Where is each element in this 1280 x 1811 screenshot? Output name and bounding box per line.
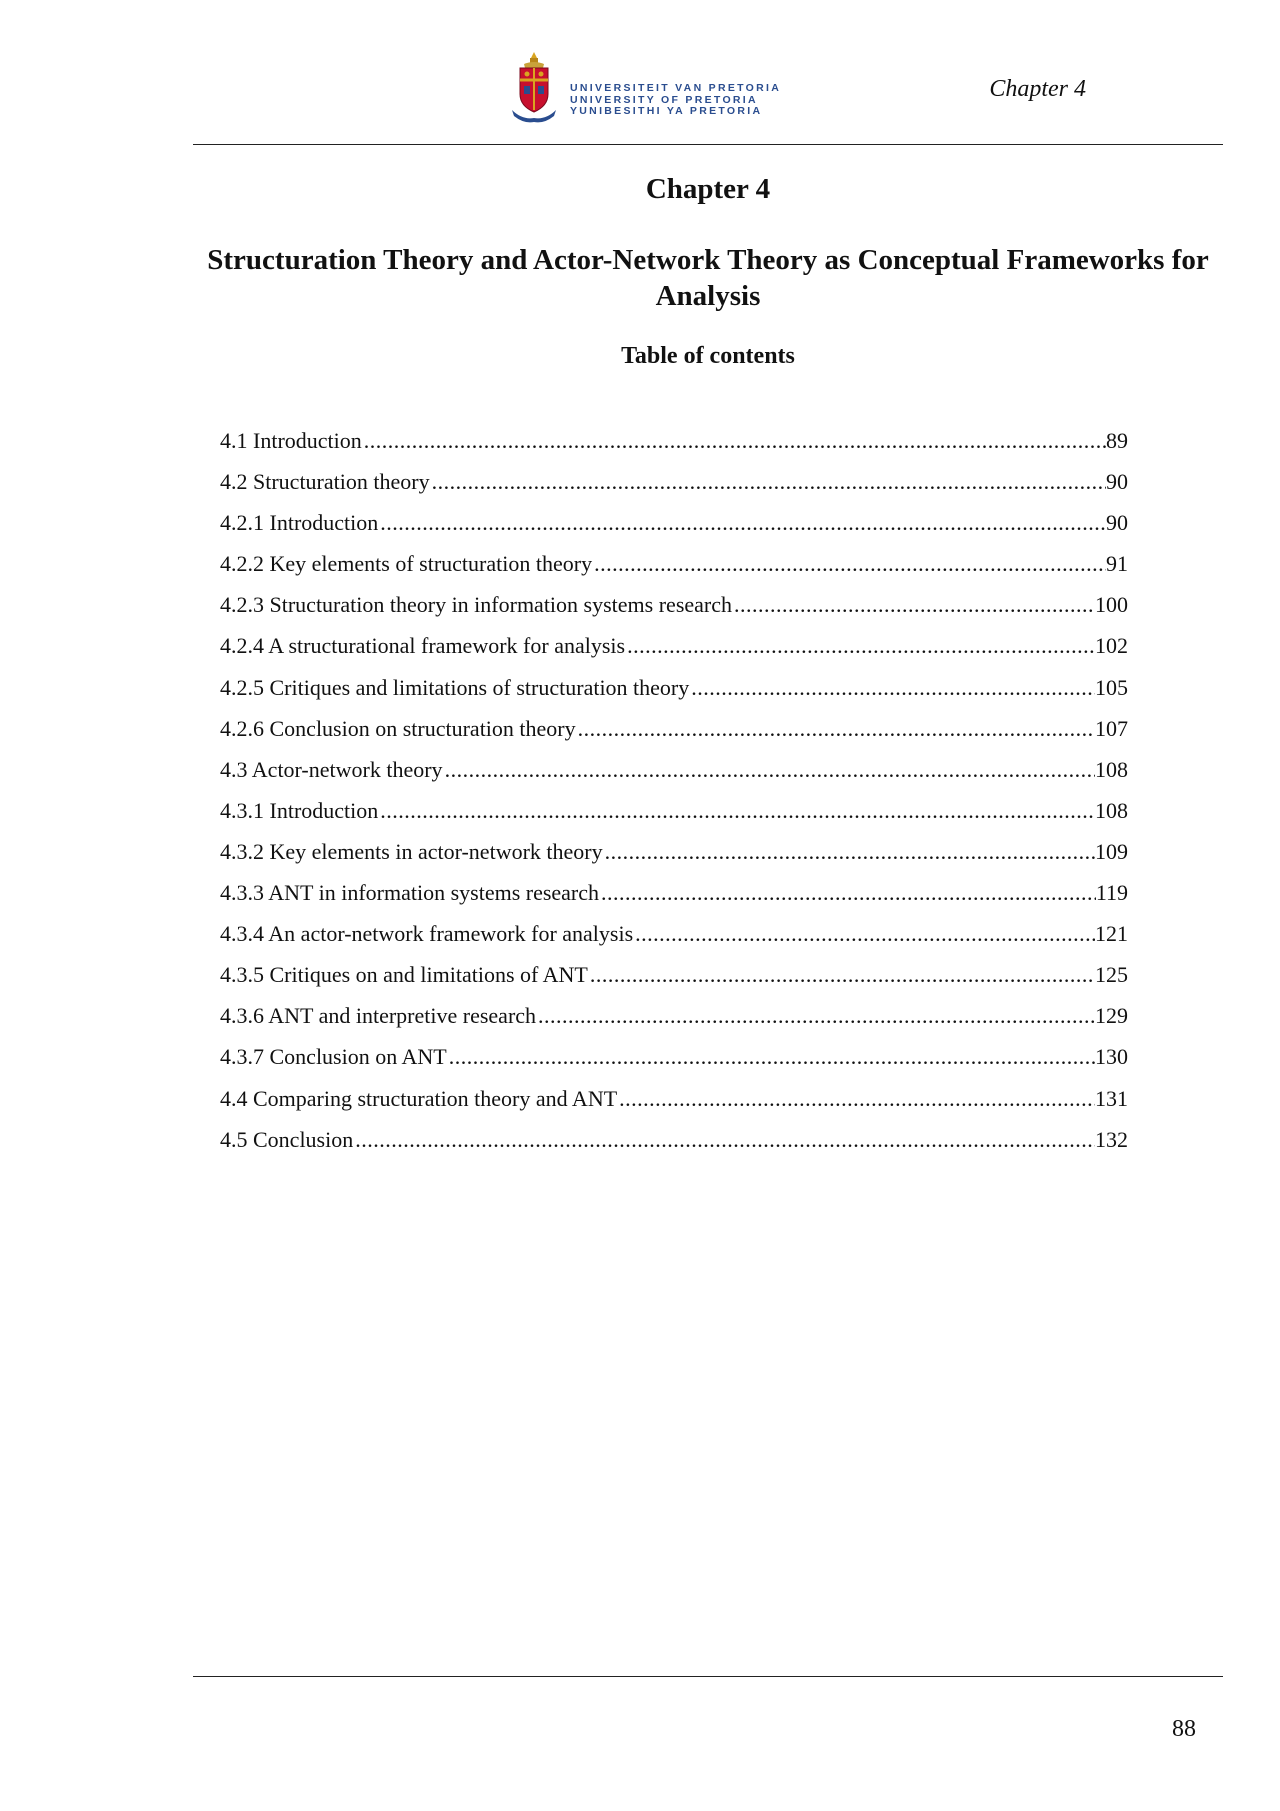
toc-leader-dots	[447, 1044, 1095, 1070]
toc-entry[interactable]	[220, 469, 1128, 510]
toc-entry-page: 90	[1106, 469, 1128, 495]
toc-entry-label: 4.2 Structuration theory	[220, 469, 430, 495]
toc-entry-page: 132	[1095, 1126, 1128, 1152]
toc-entry[interactable]	[220, 1044, 1128, 1085]
toc-entry-label: 4.1 Introduction	[220, 428, 362, 453]
university-crest-icon	[510, 50, 558, 126]
toc-entry-page: 131	[1095, 1085, 1128, 1111]
toc-leader-dots	[588, 962, 1095, 988]
toc-entry-label: 4.5 Conclusion	[220, 1126, 354, 1152]
university-logo	[510, 50, 790, 126]
toc-leader-dots	[362, 428, 1106, 454]
toc-leader-dots	[378, 798, 1095, 824]
toc-entry-page: 107	[1095, 715, 1128, 741]
toc-entry[interactable]	[220, 962, 1128, 1003]
toc-leader-dots	[430, 469, 1106, 495]
toc-leader-dots	[378, 510, 1106, 536]
toc-leader-dots	[603, 839, 1095, 865]
toc-leader-dots	[443, 757, 1095, 783]
toc-entry-label: 4.2.6 Conclusion on structuration theory	[220, 715, 576, 741]
toc-entry-page: 89	[1106, 428, 1128, 453]
page-header	[0, 0, 1280, 146]
header-divider	[193, 144, 1223, 145]
toc-entry[interactable]	[220, 1086, 1128, 1127]
toc-entry[interactable]	[220, 839, 1128, 880]
toc-entry-page: 119	[1095, 880, 1128, 906]
toc-entry[interactable]	[220, 675, 1128, 716]
university-name-afrikaans: UNIVERSITEIT VAN PRETORIA	[570, 82, 782, 94]
toc-entry-label: 4.3.6 ANT and interpretive research	[220, 1003, 537, 1029]
toc-leader-dots	[599, 880, 1096, 906]
toc-entry-page: 90	[1106, 510, 1128, 536]
toc-leader-dots	[732, 592, 1095, 618]
toc-entry[interactable]	[220, 633, 1128, 674]
toc-leader-dots	[625, 633, 1095, 659]
running-head: Chapter 4	[989, 76, 1086, 102]
toc-entry[interactable]	[220, 716, 1128, 757]
toc-entry-label: 4.2.3 Structuration theory in information systems research	[220, 592, 732, 618]
toc-entry[interactable]	[220, 510, 1128, 551]
toc-entry-label: 4.2.5 Critiques and limitations of structuration theory	[220, 674, 690, 700]
toc-entry[interactable]	[220, 798, 1128, 839]
toc-entry[interactable]	[220, 551, 1128, 592]
toc-entry-page: 130	[1095, 1044, 1128, 1070]
toc-entry-label: 4.2.2 Key elements of structuration theory	[220, 551, 593, 577]
toc-entry-page: 108	[1095, 756, 1128, 782]
toc-entry[interactable]	[220, 757, 1128, 798]
table-of-contents	[220, 428, 1128, 1168]
toc-heading: Table of contents	[621, 343, 795, 369]
toc-entry-page: 121	[1095, 921, 1128, 947]
toc-leader-dots	[592, 551, 1106, 577]
toc-leader-dots	[576, 716, 1095, 742]
toc-entry[interactable]	[220, 1003, 1128, 1044]
toc-leader-dots	[633, 921, 1095, 947]
university-names	[570, 83, 781, 118]
toc-entry-page: 105	[1095, 674, 1128, 700]
university-name-english: UNIVERSITY OF PRETORIA	[570, 93, 758, 106]
toc-entry-label: 4.4 Comparing structuration theory and ANT	[220, 1085, 618, 1111]
toc-entry-page: 100	[1095, 592, 1128, 618]
toc-entry[interactable]	[220, 592, 1128, 633]
page-number: 88	[1172, 1716, 1196, 1742]
toc-entry-page: 125	[1095, 962, 1128, 988]
toc-leader-dots	[689, 675, 1095, 701]
toc-entry[interactable]	[220, 921, 1128, 962]
toc-entry-label: 4.3.7 Conclusion on ANT	[220, 1044, 447, 1070]
toc-leader-dots	[353, 1127, 1095, 1153]
toc-entry-page: 108	[1095, 797, 1128, 823]
chapter-main-title: Structuration Theory and Actor-Network Theory as Conceptual Frameworks for Analysis	[207, 244, 1209, 312]
toc-entry[interactable]	[220, 880, 1128, 921]
toc-entry-label: 4.3.3 ANT in information systems research	[220, 880, 600, 906]
toc-entry-page: 129	[1095, 1003, 1128, 1029]
toc-entry-label: 4.3.1 Introduction	[220, 797, 379, 823]
toc-entry-label: 4.3.2 Key elements in actor-network theory	[220, 838, 603, 864]
toc-entry-page: 102	[1095, 633, 1128, 659]
toc-entry-label: 4.3 Actor-network theory	[220, 756, 443, 782]
toc-entry-page: 109	[1095, 838, 1128, 864]
toc-leader-dots	[536, 1003, 1095, 1029]
toc-entry-label: 4.2.4 A structurational framework for analysis	[220, 633, 626, 659]
university-name-sepedi: YUNIBESITHI YA PRETORIA	[570, 105, 763, 117]
toc-entry-label: 4.3.4 An actor-network framework for analysis	[220, 921, 634, 947]
toc-entry[interactable]	[220, 1127, 1128, 1168]
toc-entry-label: 4.3.5 Critiques on and limitations of ANT	[220, 962, 588, 988]
footer-divider	[193, 1676, 1223, 1677]
toc-entry-label: 4.2.1 Introduction	[220, 510, 379, 536]
toc-entry-page: 91	[1106, 551, 1128, 577]
chapter-number-title: Chapter 4	[645, 173, 771, 205]
toc-entry[interactable]	[220, 428, 1128, 469]
toc-leader-dots	[617, 1086, 1095, 1112]
